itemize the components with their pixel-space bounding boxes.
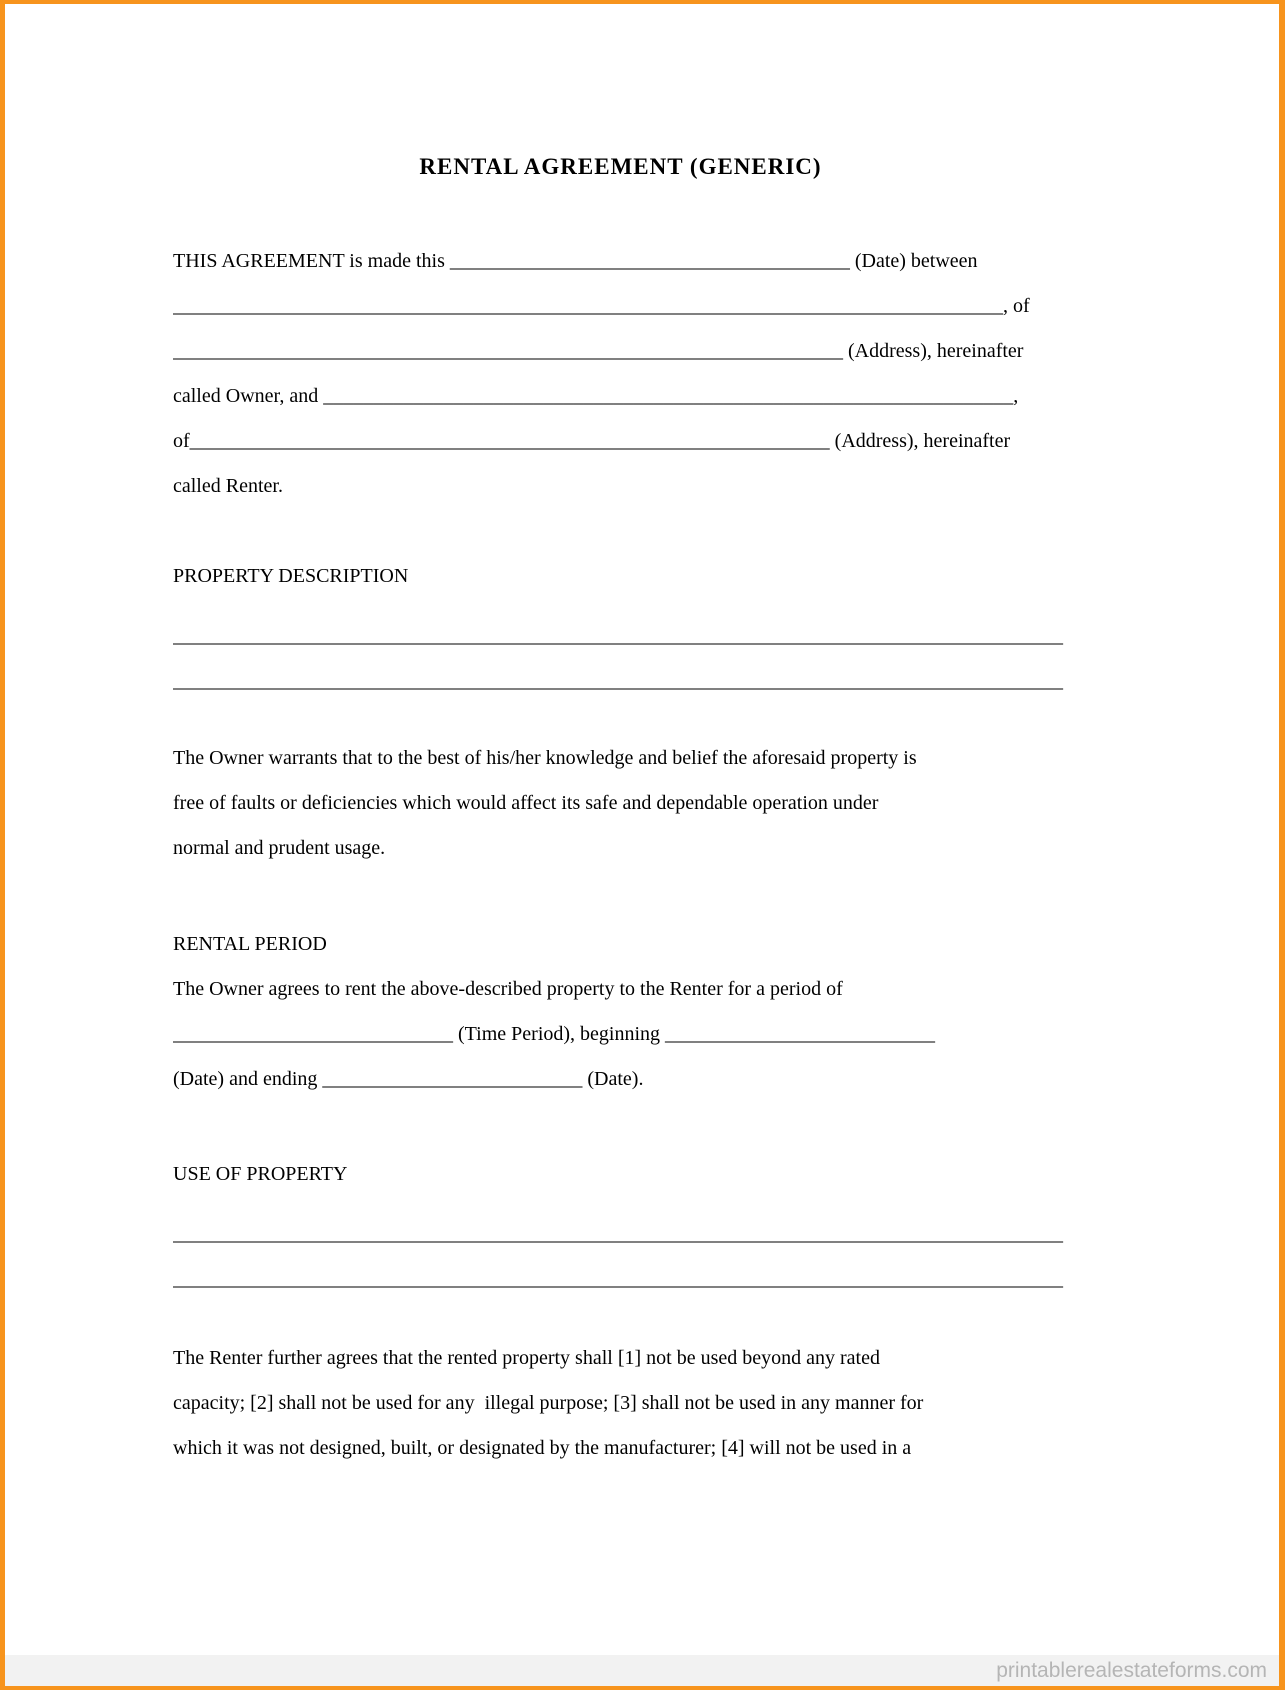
warranty-line: free of faults or deficiencies which would affect its safe and dependable operation under bbox=[173, 792, 879, 814]
footer-bar bbox=[5, 1655, 1279, 1686]
footer-website: printablerealestateforms.com bbox=[996, 1659, 1267, 1682]
warranty-paragraph bbox=[173, 736, 1068, 871]
intro-line: ___________________________________________________________________________________, of bbox=[173, 295, 1030, 317]
use-restrictions-line: The Renter further agrees that the rented property shall [1] not be used beyond any rated bbox=[173, 1347, 880, 1369]
blank-line: _________________________________________________________________________________________ bbox=[173, 625, 1063, 647]
document-title: RENTAL AGREEMENT (GENERIC) bbox=[419, 154, 822, 179]
use-restrictions-line: which it was not designed, built, or designated by the manufacturer; [4] will not be used in a bbox=[173, 1437, 912, 1459]
blank-line: _________________________________________________________________________________________ bbox=[173, 670, 1063, 692]
rental-period-line: The Owner agrees to rent the above-described property to the Renter for a period of bbox=[173, 978, 843, 1000]
use-of-property-heading: USE OF PROPERTY bbox=[173, 1163, 348, 1185]
property-description-heading: PROPERTY DESCRIPTION bbox=[173, 565, 409, 587]
rental-period-line: ____________________________ (Time Period), beginning ___________________________ bbox=[173, 1023, 936, 1045]
property-description-blanks bbox=[173, 614, 1068, 704]
intro-line: of________________________________________________________________ (Address), hereinafter bbox=[173, 430, 1011, 452]
rental-period-line: (Date) and ending __________________________ (Date). bbox=[173, 1068, 644, 1090]
use-of-property-blanks bbox=[173, 1212, 1068, 1302]
intro-paragraph bbox=[173, 239, 1068, 509]
intro-line: called Renter. bbox=[173, 475, 283, 497]
warranty-line: normal and prudent usage. bbox=[173, 837, 386, 859]
rental-period-heading: RENTAL PERIOD bbox=[173, 933, 327, 955]
intro-line: ___________________________________________________________________ (Address), hereinafter bbox=[173, 340, 1024, 362]
blank-line: _________________________________________________________________________________________ bbox=[173, 1223, 1063, 1245]
use-restrictions-paragraph bbox=[173, 1336, 1068, 1471]
blank-line: _________________________________________________________________________________________ bbox=[173, 1268, 1063, 1290]
rental-period-section bbox=[173, 922, 1068, 1102]
document-content bbox=[173, 144, 1068, 1471]
warranty-line: The Owner warrants that to the best of his/her knowledge and belief the aforesaid property is bbox=[173, 747, 917, 769]
use-restrictions-line: capacity; [2] shall not be used for any illegal purpose; [3] shall not be used in any manner for bbox=[173, 1392, 924, 1414]
intro-line: THIS AGREEMENT is made this ________________________________________ (Date) between bbox=[173, 250, 978, 272]
intro-line: called Owner, and _____________________________________________________________________, bbox=[173, 385, 1019, 407]
